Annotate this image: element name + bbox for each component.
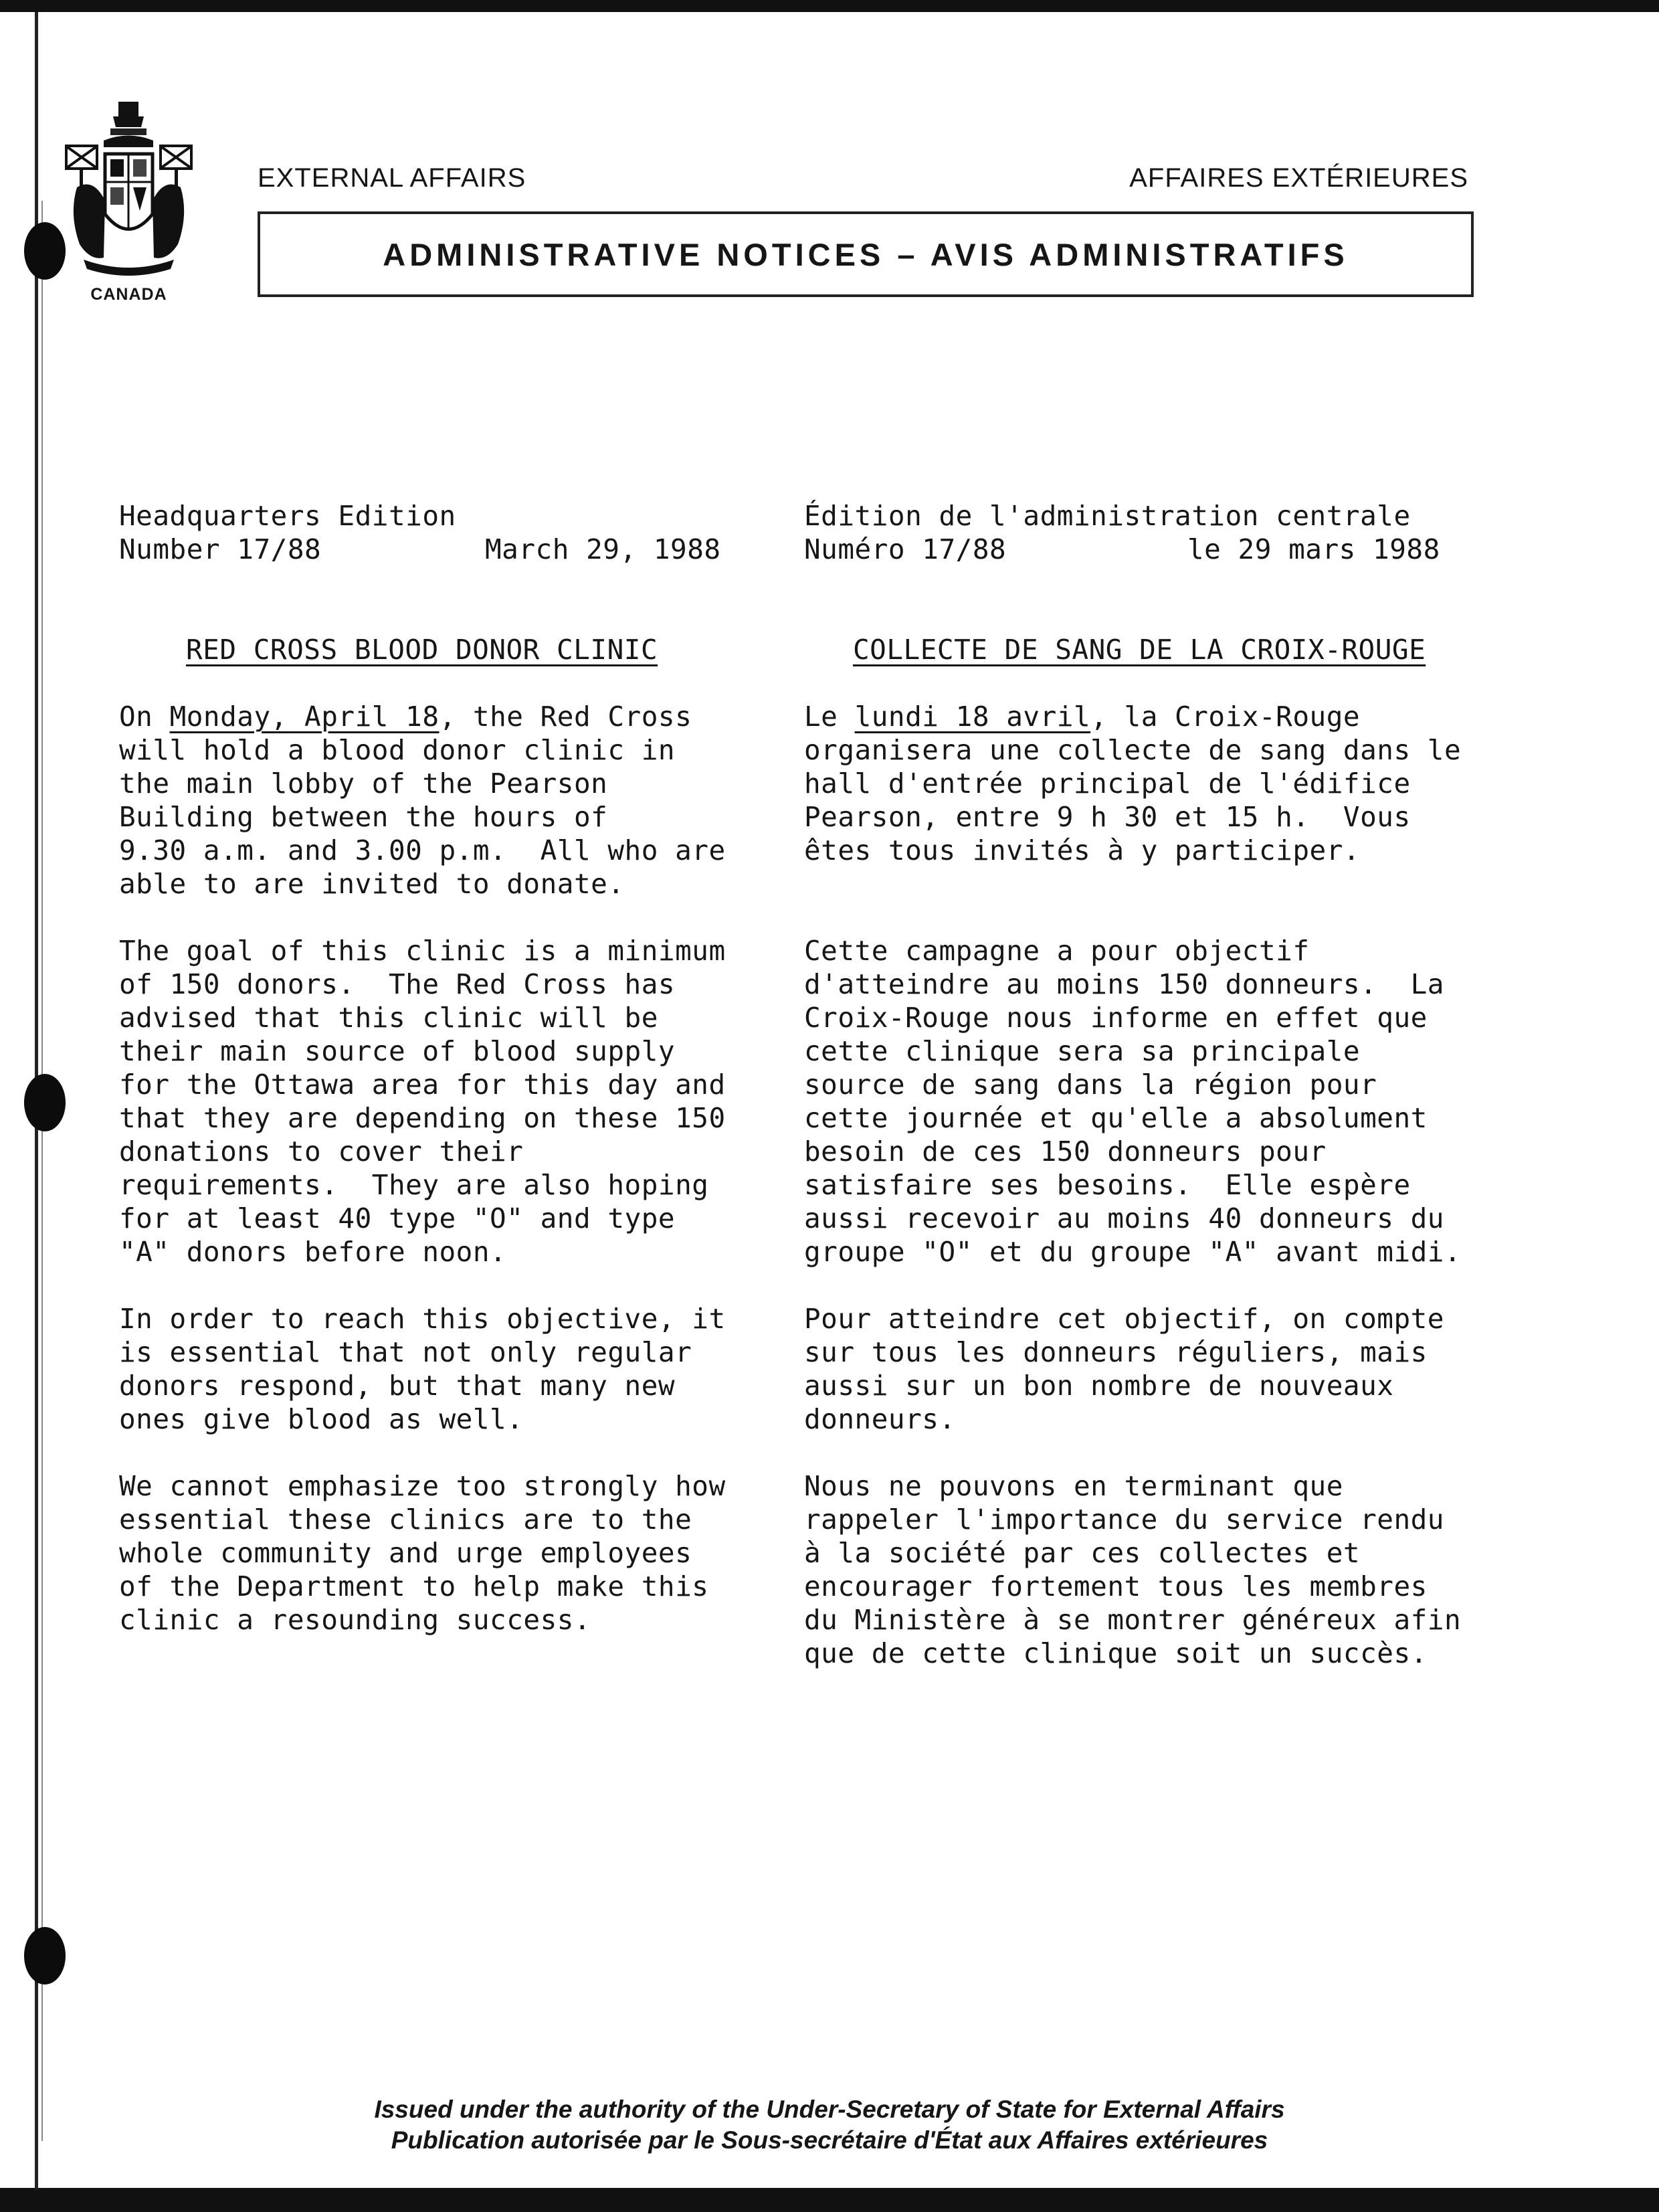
paragraph-3-en: In order to reach this objective, it is essential that not only regular donors respond, but that many new ones give blood as well.: [119, 1303, 726, 1435]
edition-label-en: Headquarters Edition: [119, 500, 456, 532]
paragraph-2-fr: Cette campagne a pour objectif d'atteindre au moins 150 donneurs. La Croix-Rouge nous informe en effet que cette clinique sera sa principale source de sang dans la région pour cette journée et qu'elle a absolument besoin de ces 150 donneurs pour satisfaire ses besoins. Elle espère aussi recevoir au moins 40 donneurs du groupe "O" et du groupe "A" avant midi.: [804, 935, 1462, 1268]
header-french: AFFAIRES EXTÉRIEURES: [1129, 163, 1468, 193]
punch-hole-middle: [24, 1074, 66, 1131]
paragraph-4-fr: Nous ne pouvons en terminant que rappeler l'importance du service rendu à la société par ces collectes et encourager fortement tous les membres du Ministère à se montrer généreux afin que de cette clinique soit un succès.: [804, 1470, 1462, 1669]
issue-number-en: Number 17/88: [119, 533, 322, 565]
paragraph-2-en: The goal of this clinic is a minimum of 150 donors. The Red Cross has advised that this clinic will be their main source of blood supply for the Ottawa area for this day and that they are depending on these 150 donations to cover their requirements. They are also hoping for at least 40 type "O" and type "A" donors before noon.: [119, 935, 726, 1268]
footer-authority-fr: Publication autorisée par le Sous-secrétaire d'État aux Affaires extérieures: [391, 2126, 1268, 2154]
binding-edge-inner: [41, 201, 43, 2141]
issue-date-en: March 29, 1988: [485, 533, 721, 565]
bottom-border: [0, 2188, 1659, 2212]
page-title: ADMINISTRATIVE NOTICES – AVIS ADMINISTRATIFS: [383, 236, 1349, 272]
coat-of-arms-icon: [64, 100, 194, 281]
issue-date-fr: le 29 mars 1988: [1187, 533, 1440, 565]
paragraph-1-en: [119, 700, 726, 901]
punch-hole-bottom: [24, 1927, 66, 1985]
edition-label-fr: Édition de l'administration centrale: [804, 500, 1411, 532]
paragraph-3-fr: Pour atteindre cet objectif, on compte sur tous les donneurs réguliers, mais aussi sur un bon nombre de nouveaux donneurs.: [804, 1303, 1444, 1435]
title-box: [258, 211, 1474, 297]
p1-lead-en: On: [119, 701, 170, 733]
header-english: EXTERNAL AFFAIRS: [258, 163, 526, 193]
p1-date-en: Monday, April 18: [169, 701, 440, 733]
heading-fr: COLLECTE DE SANG DE LA CROIX-ROUGE: [853, 634, 1426, 666]
crest-label: CANADA: [90, 285, 167, 304]
footer-authority-en: Issued under the authority of the Under-Secretary of State for External Affairs: [374, 2096, 1285, 2123]
p1-body-fr: , la Croix-Rouge organisera une collecte de sang dans le hall d'entrée principal de l'édifice Pearson, entre 9 h 30 et 15 h. Vous êtes tous invités à y participer.: [804, 701, 1462, 866]
punch-hole-top: [24, 222, 66, 280]
paragraph-4-en: We cannot emphasize too strongly how essential these clinics are to the whole community and urge employees of the Department to help make this clinic a resounding success.: [119, 1470, 726, 1636]
paragraph-1-fr: [804, 700, 1461, 867]
p1-body-en: , the Red Cross will hold a blood donor clinic in the main lobby of the Pearson Building between the hours of 9.30 a.m. and 3.00 p.m. All who are able to are invited to donate.: [119, 701, 726, 900]
top-border: [0, 0, 1659, 12]
heading-en: RED CROSS BLOOD DONOR CLINIC: [186, 634, 658, 666]
issue-number-fr: Numéro 17/88: [804, 533, 1007, 565]
p1-lead-fr: Le: [804, 701, 855, 733]
p1-date-fr: lundi 18 avril: [854, 701, 1091, 733]
